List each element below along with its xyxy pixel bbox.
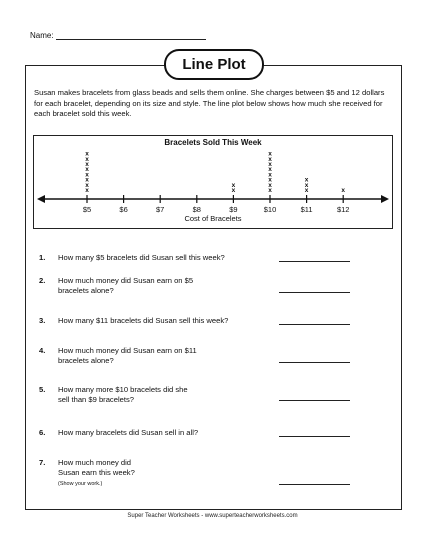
x-axis-label: Cost of Bracelets: [184, 214, 242, 223]
question-number: 5.: [39, 385, 46, 394]
data-mark-x: x: [85, 171, 89, 179]
data-mark-x: x: [85, 161, 89, 168]
data-mark-x: x: [85, 155, 89, 163]
data-mark-x: x: [268, 171, 272, 179]
question-text: How many more $10 bracelets did she sell than $9 bracelets?: [58, 385, 188, 404]
tick-label: $7: [156, 205, 165, 214]
data-mark-x: x: [85, 166, 89, 174]
tick-label: $11: [300, 205, 313, 214]
question-text: How many $5 bracelets did Susan sell this week?: [58, 253, 225, 262]
tick-label: $12: [336, 205, 350, 214]
right-arrow-icon: [381, 195, 389, 203]
answer-line-2[interactable]: [279, 292, 350, 293]
data-mark-x: x: [304, 187, 309, 194]
answer-line-4[interactable]: [279, 362, 350, 363]
data-mark-x: x: [268, 155, 272, 163]
footer-credit: Super Teacher Worksheets - www.superteacherworksheets.com: [127, 513, 298, 519]
tick-label: $10: [263, 205, 277, 214]
question-number: 1.: [39, 253, 46, 262]
data-mark-x: x: [304, 176, 309, 184]
answer-line-5[interactable]: [279, 400, 350, 401]
data-mark-x: x: [85, 181, 89, 189]
tick-label: $9: [229, 205, 238, 214]
question-text: How much money did Susan earn on $5 bracelets alone?: [58, 276, 194, 295]
question-text: How much money did Susan earn on $11 bracelets alone?: [58, 346, 197, 365]
question-number: 4.: [39, 346, 46, 355]
question-number: 3.: [39, 316, 46, 325]
answer-line-3[interactable]: [279, 324, 350, 325]
data-mark-x: x: [231, 187, 236, 194]
data-mark-x: x: [85, 176, 89, 184]
data-mark-x: x: [268, 176, 272, 184]
question-number: 2.: [39, 276, 46, 285]
chart-title: Bracelets Sold This Week: [164, 138, 262, 147]
answer-line-1[interactable]: [279, 261, 350, 262]
data-mark-x: x: [231, 181, 236, 189]
name-label: Name:: [30, 31, 54, 40]
page-title: Line Plot: [164, 49, 264, 80]
question-number: 6.: [39, 428, 46, 437]
line-plot-svg: [34, 136, 392, 228]
data-mark-x: x: [85, 187, 89, 194]
question-number: 7.: [39, 458, 46, 467]
data-mark-x: x: [85, 150, 89, 158]
question-text: How many bracelets did Susan sell in all?: [58, 428, 199, 437]
data-mark-x: x: [268, 150, 272, 158]
name-line[interactable]: [56, 39, 206, 40]
data-mark-x: x: [268, 181, 272, 189]
data-mark-x: x: [268, 166, 272, 174]
data-mark-x: x: [268, 187, 272, 194]
data-mark-x: x: [341, 187, 346, 194]
tick-label: $5: [82, 205, 92, 214]
tick-label: $6: [119, 205, 128, 214]
question-text: How many $11 bracelets did Susan sell this week?: [58, 316, 229, 325]
question-hint: (Show your work.): [58, 481, 103, 487]
answer-line-6[interactable]: [279, 436, 350, 437]
intro-paragraph: Susan makes bracelets from glass beads and sells them online. She charges between $5 and 12 dollars for each bracelet, depending on its size and style. The line plot below shows how much she received for each bracelet sold this week.: [34, 88, 385, 118]
name-field[interactable]: [30, 31, 206, 40]
data-mark-x: x: [268, 161, 272, 168]
line-plot-chart: [33, 135, 393, 229]
answer-line-7[interactable]: [279, 484, 350, 485]
left-arrow-icon: [37, 195, 45, 203]
question-text-body: How much money did Susan earn this week?: [58, 458, 135, 477]
tick-label: $8: [192, 205, 201, 214]
data-mark-x: x: [304, 181, 309, 189]
question-text: [58, 458, 148, 489]
